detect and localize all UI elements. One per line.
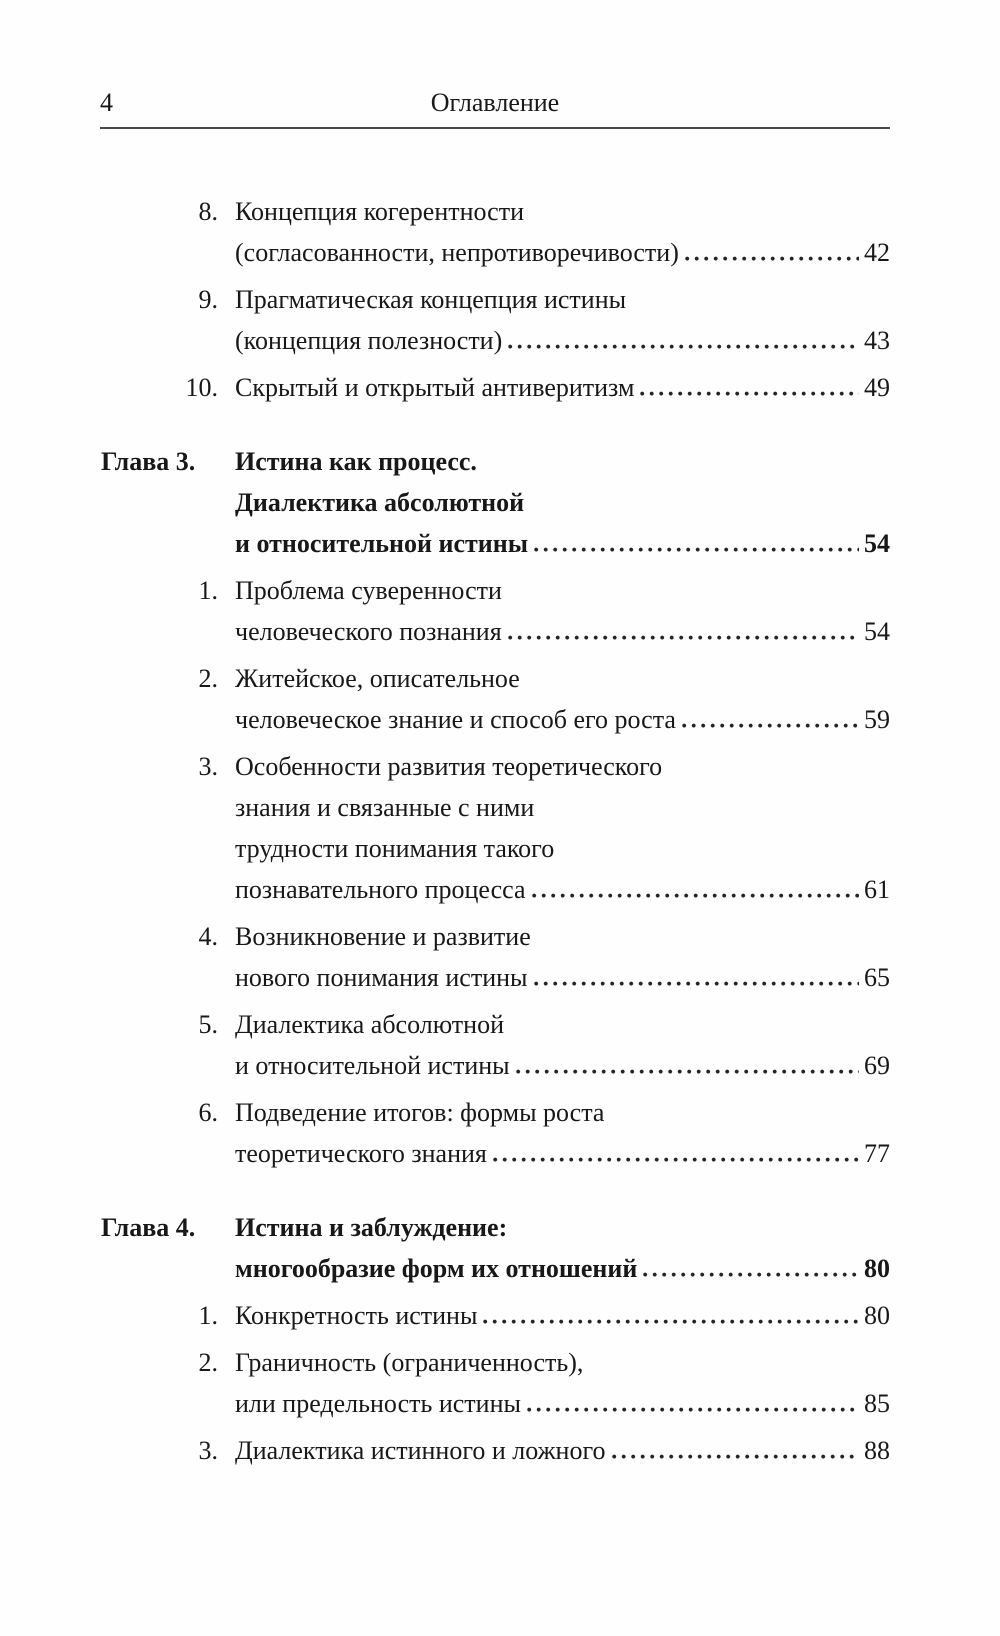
toc-item-entry bbox=[100, 746, 890, 910]
toc-entry-text bbox=[235, 570, 890, 652]
dot-leader bbox=[532, 891, 859, 898]
dot-leader bbox=[643, 1270, 859, 1277]
toc-page-number: 43 bbox=[864, 326, 890, 355]
toc-item-entry bbox=[100, 1430, 890, 1471]
dot-leader bbox=[534, 979, 860, 986]
toc-item-entry bbox=[100, 1092, 890, 1174]
toc-chapter-entry bbox=[100, 441, 890, 564]
toc-entry-label: 4. bbox=[198, 922, 218, 951]
toc-page-number: 61 bbox=[864, 875, 890, 904]
dot-leader bbox=[493, 1155, 859, 1162]
toc-item-entry bbox=[100, 279, 890, 361]
toc-entry-text bbox=[235, 1092, 890, 1174]
toc-entry-text bbox=[235, 1342, 890, 1424]
toc-line-text: Возникновение и развитие bbox=[235, 922, 531, 951]
toc-page-number: 59 bbox=[864, 705, 890, 734]
toc-entry-text bbox=[235, 1295, 890, 1336]
toc-entry-text bbox=[235, 191, 890, 273]
toc-entry-label: 3. bbox=[198, 1436, 218, 1465]
dot-leader bbox=[640, 389, 859, 396]
dot-leader bbox=[508, 633, 859, 640]
toc-item-entry bbox=[100, 191, 890, 273]
toc-page-number: 54 bbox=[864, 529, 890, 558]
dot-leader bbox=[508, 342, 859, 349]
toc-line-text: человеческого познания bbox=[235, 617, 502, 646]
toc-line-text: Конкретность истины bbox=[235, 1301, 478, 1330]
dot-leader bbox=[483, 1317, 859, 1324]
toc-entry-label: 1. bbox=[198, 576, 218, 605]
toc-page-number: 65 bbox=[864, 963, 890, 992]
toc-line-text: Диалектика абсолютной bbox=[235, 488, 525, 517]
header-page-number: 4 bbox=[100, 88, 113, 117]
toc-page-number: 69 bbox=[864, 1051, 890, 1080]
toc-line-text: Концепция когерентности bbox=[235, 197, 524, 226]
toc-item-entry bbox=[100, 1295, 890, 1336]
toc-line-text: нового понимания истины bbox=[235, 963, 528, 992]
toc-line-text: Житейское, описательное bbox=[235, 664, 520, 693]
page-header bbox=[100, 88, 890, 129]
toc-item-entry bbox=[100, 658, 890, 740]
toc-line-text: знания и связанные с ними bbox=[235, 793, 535, 822]
toc-line-text: теоретического знания bbox=[235, 1139, 487, 1168]
toc-entry-text bbox=[235, 279, 890, 361]
dot-leader bbox=[534, 545, 859, 552]
toc-line-text: Подведение итогов: формы роста bbox=[235, 1098, 605, 1127]
toc-line-text: Граничность (ограниченность), bbox=[235, 1348, 584, 1377]
toc-entry-label: 8. bbox=[198, 197, 218, 226]
toc-line-text: Истина как процесс. bbox=[235, 447, 477, 476]
toc-chapter-entry bbox=[100, 1207, 890, 1289]
toc-item-entry bbox=[100, 916, 890, 998]
toc-line-text: трудности понимания такого bbox=[235, 834, 555, 863]
toc-page-number: 49 bbox=[864, 373, 890, 402]
toc-page-number: 54 bbox=[864, 617, 890, 646]
toc-entry-text bbox=[235, 746, 890, 910]
toc-line-text: Скрытый и открытый антиверитизм bbox=[235, 373, 635, 402]
dot-leader bbox=[685, 254, 859, 261]
toc-line-text: или предельность истины bbox=[235, 1389, 521, 1418]
toc-line-text: Прагматическая концепция истины bbox=[235, 285, 627, 314]
toc-list bbox=[100, 191, 890, 1471]
toc-line-text: Проблема суверенности bbox=[235, 576, 502, 605]
toc-entry-label: 6. bbox=[198, 1098, 218, 1127]
toc-page-number: 85 bbox=[864, 1389, 890, 1418]
toc-line-text: Диалектика абсолютной bbox=[235, 1010, 504, 1039]
toc-entry-label: 10. bbox=[185, 373, 218, 402]
toc-entry-label: Глава 4. bbox=[101, 1213, 196, 1242]
toc-entry-label: 9. bbox=[198, 285, 218, 314]
dot-leader bbox=[516, 1067, 859, 1074]
toc-entry-text bbox=[235, 1207, 890, 1289]
toc-line-text: (концепция полезности) bbox=[235, 326, 503, 355]
dot-leader bbox=[612, 1452, 860, 1459]
toc-item-entry bbox=[100, 1004, 890, 1086]
toc-entry-label: 2. bbox=[198, 664, 218, 693]
toc-page-number: 80 bbox=[864, 1254, 890, 1283]
toc-line-text: (согласованности, непротиворечивости) bbox=[235, 238, 679, 267]
toc-entry-label: 1. bbox=[198, 1301, 218, 1330]
dot-leader bbox=[527, 1405, 859, 1412]
toc-line-text: познавательного процесса bbox=[235, 875, 526, 904]
page-title: Оглавление bbox=[430, 88, 560, 117]
toc-page-number: 80 bbox=[864, 1301, 890, 1330]
toc-line-text: Диалектика истинного и ложного bbox=[235, 1436, 606, 1465]
toc-item-entry bbox=[100, 570, 890, 652]
dot-leader bbox=[682, 721, 859, 728]
toc-entry-label: Глава 3. bbox=[101, 447, 196, 476]
toc-line-text: и относительной истины bbox=[235, 529, 529, 558]
toc-entry-text bbox=[235, 1430, 890, 1471]
toc-entry-label: 5. bbox=[198, 1010, 218, 1039]
toc-page-number: 42 bbox=[864, 238, 890, 267]
toc-entry-text bbox=[235, 441, 890, 564]
toc-line-text: Истина и заблуждение: bbox=[235, 1213, 508, 1242]
toc-page-number: 77 bbox=[864, 1139, 890, 1168]
toc-item-entry bbox=[100, 1342, 890, 1424]
toc-entry-label: 2. bbox=[198, 1348, 218, 1377]
toc-line-text: Особенности развития теоретического bbox=[235, 752, 663, 781]
toc-entry-text bbox=[235, 1004, 890, 1086]
toc-entry-text bbox=[235, 916, 890, 998]
toc-entry-text bbox=[235, 367, 890, 408]
toc-line-text: и относительной истины bbox=[235, 1051, 510, 1080]
toc-entry-label: 3. bbox=[198, 752, 218, 781]
toc-line-text: человеческое знание и способ его роста bbox=[235, 705, 676, 734]
toc-entry-text bbox=[235, 658, 890, 740]
toc-line-text: многообразие форм их отношений bbox=[235, 1254, 638, 1283]
toc-item-entry bbox=[100, 367, 890, 408]
toc-page-number: 88 bbox=[864, 1436, 890, 1465]
